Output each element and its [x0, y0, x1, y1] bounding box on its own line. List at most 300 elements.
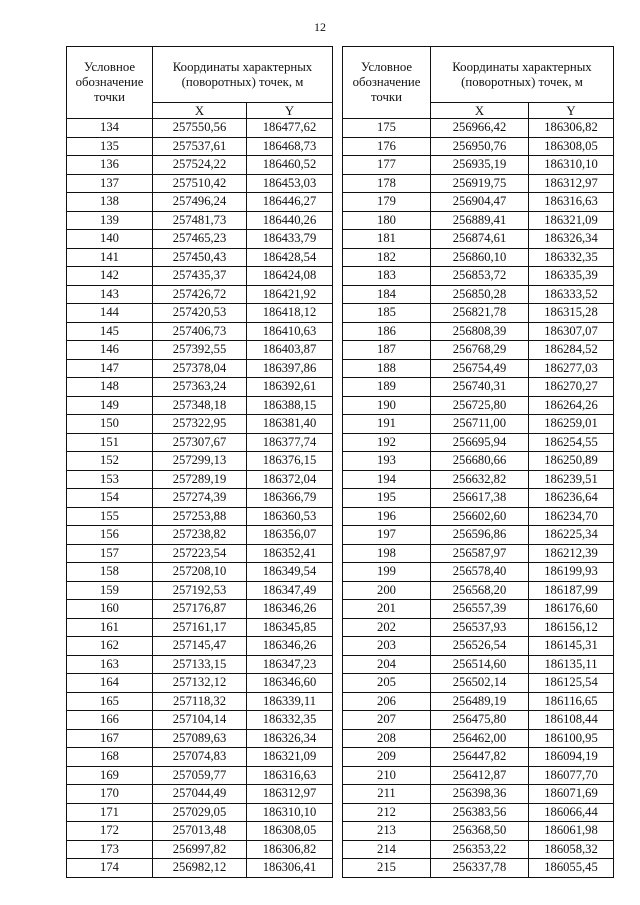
y-coordinate-cell: 186356,07 [247, 526, 333, 545]
page-number: 12 [314, 20, 326, 34]
x-coordinate-cell: 256578,40 [431, 563, 529, 582]
point-number-cell: 166 [67, 711, 153, 730]
x-coordinate-cell: 256596,86 [431, 526, 529, 545]
y-coordinate-cell: 186307,07 [529, 322, 614, 341]
x-coordinate-cell: 257013,48 [153, 822, 247, 841]
coordinates-table-left [66, 46, 333, 878]
y-coordinate-cell: 186108,44 [529, 711, 614, 730]
y-coordinate-cell: 186346,60 [247, 674, 333, 693]
x-coordinate-cell: 256935,19 [431, 156, 529, 175]
y-coordinate-cell: 186077,70 [529, 766, 614, 785]
x-coordinate-cell: 256680,66 [431, 452, 529, 471]
point-number-cell: 136 [67, 156, 153, 175]
table-row [343, 729, 614, 748]
x-coordinate-cell: 257145,47 [153, 637, 247, 656]
y-coordinate-cell: 186335,39 [529, 267, 614, 286]
point-number-cell: 168 [67, 748, 153, 767]
y-coordinate-cell: 186225,34 [529, 526, 614, 545]
x-coordinate-cell: 257348,18 [153, 396, 247, 415]
point-number-cell: 163 [67, 655, 153, 674]
table-row [343, 674, 614, 693]
y-coordinate-cell: 186433,79 [247, 230, 333, 249]
table-row [67, 378, 333, 397]
x-coordinate-cell: 257176,87 [153, 600, 247, 619]
point-number-cell: 205 [343, 674, 431, 693]
y-coordinate-cell: 186212,39 [529, 544, 614, 563]
y-coordinate-cell: 186346,26 [247, 637, 333, 656]
table-row [343, 137, 614, 156]
table-row [67, 489, 333, 508]
x-coordinate-cell: 257289,19 [153, 470, 247, 489]
y-coordinate-cell: 186468,73 [247, 137, 333, 156]
table-row [67, 415, 333, 434]
x-coordinate-cell: 257059,77 [153, 766, 247, 785]
point-number-cell: 206 [343, 692, 431, 711]
table-row [67, 803, 333, 822]
point-number-cell: 167 [67, 729, 153, 748]
point-number-cell: 209 [343, 748, 431, 767]
table-row [343, 859, 614, 878]
table-row [67, 396, 333, 415]
point-number-cell: 177 [343, 156, 431, 175]
table-row [343, 544, 614, 563]
table-row [343, 304, 614, 323]
table-row [343, 230, 614, 249]
point-number-cell: 159 [67, 581, 153, 600]
table-row [343, 193, 614, 212]
y-coordinate-cell: 186284,52 [529, 341, 614, 360]
y-coordinate-cell: 186440,26 [247, 211, 333, 230]
x-coordinate-cell: 256617,38 [431, 489, 529, 508]
point-number-cell: 150 [67, 415, 153, 434]
table-row [343, 322, 614, 341]
y-coordinate-cell: 186316,63 [247, 766, 333, 785]
x-coordinate-cell: 257044,49 [153, 785, 247, 804]
table-row [343, 637, 614, 656]
point-number-cell: 181 [343, 230, 431, 249]
table-row [343, 563, 614, 582]
table-row [343, 822, 614, 841]
point-number-cell: 170 [67, 785, 153, 804]
y-coordinate-cell: 186071,69 [529, 785, 614, 804]
table-row [343, 840, 614, 859]
x-coordinate-cell: 256997,82 [153, 840, 247, 859]
x-coordinate-cell: 257029,05 [153, 803, 247, 822]
x-coordinate-cell: 257524,22 [153, 156, 247, 175]
point-number-cell: 183 [343, 267, 431, 286]
point-number-cell: 199 [343, 563, 431, 582]
y-coordinate-cell: 186306,82 [529, 119, 614, 138]
point-number-cell: 187 [343, 341, 431, 360]
point-number-cell: 191 [343, 415, 431, 434]
table-row [67, 211, 333, 230]
table-row [67, 674, 333, 693]
x-coordinate-cell: 256711,00 [431, 415, 529, 434]
y-coordinate-cell: 186403,87 [247, 341, 333, 360]
table-row [343, 692, 614, 711]
table-row [343, 248, 614, 267]
x-coordinate-cell: 256537,93 [431, 618, 529, 637]
x-coordinate-cell: 257406,73 [153, 322, 247, 341]
point-number-cell: 164 [67, 674, 153, 693]
table-row [343, 600, 614, 619]
point-number-cell: 149 [67, 396, 153, 415]
y-coordinate-cell: 186326,34 [529, 230, 614, 249]
y-coordinate-cell: 186410,63 [247, 322, 333, 341]
point-number-cell: 146 [67, 341, 153, 360]
y-column-header: Y [529, 103, 614, 119]
table-row [67, 470, 333, 489]
y-coordinate-cell: 186125,54 [529, 674, 614, 693]
table-row [343, 581, 614, 600]
x-coordinate-cell: 256602,60 [431, 507, 529, 526]
table-row [67, 174, 333, 193]
y-coordinate-cell: 186094,19 [529, 748, 614, 767]
x-coordinate-cell: 257550,56 [153, 119, 247, 138]
y-coordinate-cell: 186306,82 [247, 840, 333, 859]
y-coordinate-cell: 186377,74 [247, 433, 333, 452]
point-number-cell: 155 [67, 507, 153, 526]
table-row [67, 748, 333, 767]
table-row [343, 341, 614, 360]
table-row [343, 507, 614, 526]
table-row [67, 267, 333, 286]
point-number-cell: 180 [343, 211, 431, 230]
y-coordinate-cell: 186453,03 [247, 174, 333, 193]
point-number-cell: 190 [343, 396, 431, 415]
x-column-header: X [431, 103, 529, 119]
table-row [343, 711, 614, 730]
table-row [343, 211, 614, 230]
table-row [67, 692, 333, 711]
y-coordinate-cell: 186332,35 [529, 248, 614, 267]
point-number-cell: 172 [67, 822, 153, 841]
x-coordinate-cell: 257420,53 [153, 304, 247, 323]
x-coordinate-cell: 256475,80 [431, 711, 529, 730]
y-coordinate-cell: 186376,15 [247, 452, 333, 471]
point-number-cell: 156 [67, 526, 153, 545]
y-coordinate-cell: 186372,04 [247, 470, 333, 489]
x-coordinate-cell: 257118,32 [153, 692, 247, 711]
table-row [67, 618, 333, 637]
x-coordinate-cell: 257307,67 [153, 433, 247, 452]
x-coordinate-cell: 256754,49 [431, 359, 529, 378]
point-number-cell: 208 [343, 729, 431, 748]
point-number-cell: 189 [343, 378, 431, 397]
y-coordinate-cell: 186428,54 [247, 248, 333, 267]
y-coordinate-cell: 186264,26 [529, 396, 614, 415]
x-coordinate-cell: 256337,78 [431, 859, 529, 878]
y-coordinate-cell: 186321,09 [247, 748, 333, 767]
y-coordinate-cell: 186333,52 [529, 285, 614, 304]
table-row [67, 230, 333, 249]
point-number-cell: 151 [67, 433, 153, 452]
point-label-header: Условное обозначение точки [343, 47, 431, 119]
x-coordinate-cell: 256874,61 [431, 230, 529, 249]
x-coordinate-cell: 256557,39 [431, 600, 529, 619]
table-row [343, 285, 614, 304]
point-number-cell: 207 [343, 711, 431, 730]
y-coordinate-cell: 186345,85 [247, 618, 333, 637]
point-number-cell: 196 [343, 507, 431, 526]
point-number-cell: 143 [67, 285, 153, 304]
point-number-cell: 211 [343, 785, 431, 804]
x-coordinate-cell: 257496,24 [153, 193, 247, 212]
table-row [67, 655, 333, 674]
point-number-cell: 162 [67, 637, 153, 656]
x-coordinate-cell: 257363,24 [153, 378, 247, 397]
coordinates-header: Координаты характерных (поворотных) точек, м [153, 47, 333, 103]
x-coordinate-cell: 257299,13 [153, 452, 247, 471]
table-row [67, 766, 333, 785]
table-row [67, 526, 333, 545]
table-row [67, 156, 333, 175]
x-coordinate-cell: 257322,95 [153, 415, 247, 434]
x-coordinate-cell: 256695,94 [431, 433, 529, 452]
table-row [343, 174, 614, 193]
table-row [343, 766, 614, 785]
y-coordinate-cell: 186326,34 [247, 729, 333, 748]
y-coordinate-cell: 186316,63 [529, 193, 614, 212]
point-number-cell: 169 [67, 766, 153, 785]
x-coordinate-cell: 256447,82 [431, 748, 529, 767]
x-coordinate-cell: 256904,47 [431, 193, 529, 212]
point-number-cell: 173 [67, 840, 153, 859]
x-coordinate-cell: 256526,54 [431, 637, 529, 656]
x-coordinate-cell: 256950,76 [431, 137, 529, 156]
y-coordinate-cell: 186477,62 [247, 119, 333, 138]
table-row [67, 248, 333, 267]
y-coordinate-cell: 186421,92 [247, 285, 333, 304]
table-row [67, 544, 333, 563]
y-coordinate-cell: 186310,10 [247, 803, 333, 822]
y-coordinate-cell: 186381,40 [247, 415, 333, 434]
table-row [67, 137, 333, 156]
point-number-cell: 198 [343, 544, 431, 563]
table-row [343, 655, 614, 674]
point-number-cell: 188 [343, 359, 431, 378]
table-row [343, 748, 614, 767]
point-number-cell: 214 [343, 840, 431, 859]
y-coordinate-cell: 186321,09 [529, 211, 614, 230]
table-row [343, 396, 614, 415]
point-number-cell: 197 [343, 526, 431, 545]
point-number-cell: 158 [67, 563, 153, 582]
y-coordinate-cell: 186352,41 [247, 544, 333, 563]
y-coordinate-cell: 186310,10 [529, 156, 614, 175]
point-number-cell: 179 [343, 193, 431, 212]
coordinates-table-right [342, 46, 614, 878]
x-coordinate-cell: 256768,29 [431, 341, 529, 360]
x-coordinate-cell: 257392,55 [153, 341, 247, 360]
x-coordinate-cell: 257104,14 [153, 711, 247, 730]
point-number-cell: 160 [67, 600, 153, 619]
table-row [67, 785, 333, 804]
point-number-cell: 152 [67, 452, 153, 471]
y-coordinate-cell: 186187,99 [529, 581, 614, 600]
point-number-cell: 201 [343, 600, 431, 619]
y-coordinate-cell: 186360,53 [247, 507, 333, 526]
y-coordinate-cell: 186332,35 [247, 711, 333, 730]
x-coordinate-cell: 256850,28 [431, 285, 529, 304]
x-coordinate-cell: 256383,56 [431, 803, 529, 822]
y-coordinate-cell: 186460,52 [247, 156, 333, 175]
x-coordinate-cell: 257537,61 [153, 137, 247, 156]
y-coordinate-cell: 186424,08 [247, 267, 333, 286]
x-coordinate-cell: 256568,20 [431, 581, 529, 600]
y-coordinate-cell: 186392,61 [247, 378, 333, 397]
y-coordinate-cell: 186418,12 [247, 304, 333, 323]
x-coordinate-cell: 256808,39 [431, 322, 529, 341]
y-coordinate-cell: 186116,65 [529, 692, 614, 711]
point-number-cell: 195 [343, 489, 431, 508]
point-number-cell: 171 [67, 803, 153, 822]
y-coordinate-cell: 186199,93 [529, 563, 614, 582]
y-coordinate-cell: 186308,05 [247, 822, 333, 841]
table-row [343, 119, 614, 138]
y-coordinate-cell: 186250,89 [529, 452, 614, 471]
point-number-cell: 184 [343, 285, 431, 304]
y-coordinate-cell: 186397,86 [247, 359, 333, 378]
y-coordinate-cell: 186446,27 [247, 193, 333, 212]
x-coordinate-cell: 256966,42 [431, 119, 529, 138]
point-number-cell: 141 [67, 248, 153, 267]
y-coordinate-cell: 186156,12 [529, 618, 614, 637]
point-number-cell: 165 [67, 692, 153, 711]
y-coordinate-cell: 186339,11 [247, 692, 333, 711]
y-coordinate-cell: 186270,27 [529, 378, 614, 397]
x-coordinate-cell: 256889,41 [431, 211, 529, 230]
point-number-cell: 186 [343, 322, 431, 341]
y-coordinate-cell: 186234,70 [529, 507, 614, 526]
point-number-cell: 185 [343, 304, 431, 323]
y-column-header: Y [247, 103, 333, 119]
point-number-cell: 138 [67, 193, 153, 212]
x-column-header: X [153, 103, 247, 119]
point-number-cell: 175 [343, 119, 431, 138]
x-coordinate-cell: 257223,54 [153, 544, 247, 563]
x-coordinate-cell: 257426,72 [153, 285, 247, 304]
table-row [67, 859, 333, 878]
table-row [67, 600, 333, 619]
table-row [343, 452, 614, 471]
point-number-cell: 147 [67, 359, 153, 378]
point-number-cell: 174 [67, 859, 153, 878]
table-row [67, 341, 333, 360]
y-coordinate-cell: 186366,79 [247, 489, 333, 508]
table-row [67, 840, 333, 859]
x-coordinate-cell: 257192,53 [153, 581, 247, 600]
point-number-cell: 144 [67, 304, 153, 323]
point-number-cell: 140 [67, 230, 153, 249]
y-coordinate-cell: 186066,44 [529, 803, 614, 822]
point-number-cell: 200 [343, 581, 431, 600]
point-number-cell: 202 [343, 618, 431, 637]
y-coordinate-cell: 186259,01 [529, 415, 614, 434]
y-coordinate-cell: 186277,03 [529, 359, 614, 378]
table-row [343, 378, 614, 397]
table-row [67, 304, 333, 323]
y-coordinate-cell: 186347,49 [247, 581, 333, 600]
x-coordinate-cell: 257208,10 [153, 563, 247, 582]
table-row [67, 452, 333, 471]
table-row [343, 415, 614, 434]
x-coordinate-cell: 256853,72 [431, 267, 529, 286]
x-coordinate-cell: 257132,12 [153, 674, 247, 693]
x-coordinate-cell: 257074,83 [153, 748, 247, 767]
x-coordinate-cell: 256587,97 [431, 544, 529, 563]
point-number-cell: 203 [343, 637, 431, 656]
y-coordinate-cell: 186100,95 [529, 729, 614, 748]
point-number-cell: 161 [67, 618, 153, 637]
table-row [67, 581, 333, 600]
x-coordinate-cell: 256462,00 [431, 729, 529, 748]
table-row [67, 507, 333, 526]
x-coordinate-cell: 257378,04 [153, 359, 247, 378]
y-coordinate-cell: 186061,98 [529, 822, 614, 841]
x-coordinate-cell: 256740,31 [431, 378, 529, 397]
table-row [343, 785, 614, 804]
x-coordinate-cell: 256353,22 [431, 840, 529, 859]
x-coordinate-cell: 257133,15 [153, 655, 247, 674]
y-coordinate-cell: 186308,05 [529, 137, 614, 156]
x-coordinate-cell: 256919,75 [431, 174, 529, 193]
point-number-cell: 154 [67, 489, 153, 508]
x-coordinate-cell: 256632,82 [431, 470, 529, 489]
table-row [67, 729, 333, 748]
point-number-cell: 215 [343, 859, 431, 878]
y-coordinate-cell: 186312,97 [529, 174, 614, 193]
x-coordinate-cell: 256725,80 [431, 396, 529, 415]
table-row [67, 563, 333, 582]
table-row [67, 119, 333, 138]
y-coordinate-cell: 186254,55 [529, 433, 614, 452]
table-row [67, 359, 333, 378]
point-number-cell: 176 [343, 137, 431, 156]
y-coordinate-cell: 186176,60 [529, 600, 614, 619]
y-coordinate-cell: 186349,54 [247, 563, 333, 582]
table-row [343, 618, 614, 637]
point-number-cell: 210 [343, 766, 431, 785]
x-coordinate-cell: 257089,63 [153, 729, 247, 748]
point-number-cell: 178 [343, 174, 431, 193]
coordinates-header: Координаты характерных (поворотных) точек, м [431, 47, 614, 103]
x-coordinate-cell: 256412,87 [431, 766, 529, 785]
y-coordinate-cell: 186239,51 [529, 470, 614, 489]
x-coordinate-cell: 256514,60 [431, 655, 529, 674]
table-row [67, 322, 333, 341]
x-coordinate-cell: 257450,43 [153, 248, 247, 267]
y-coordinate-cell: 186315,28 [529, 304, 614, 323]
x-coordinate-cell: 256502,14 [431, 674, 529, 693]
point-number-cell: 157 [67, 544, 153, 563]
point-number-cell: 153 [67, 470, 153, 489]
point-number-cell: 142 [67, 267, 153, 286]
point-number-cell: 212 [343, 803, 431, 822]
y-coordinate-cell: 186055,45 [529, 859, 614, 878]
point-number-cell: 134 [67, 119, 153, 138]
x-coordinate-cell: 257253,88 [153, 507, 247, 526]
x-coordinate-cell: 256398,36 [431, 785, 529, 804]
table-row [343, 156, 614, 175]
y-coordinate-cell: 186306,41 [247, 859, 333, 878]
table-row [67, 822, 333, 841]
point-number-cell: 145 [67, 322, 153, 341]
x-coordinate-cell: 257465,23 [153, 230, 247, 249]
table-row [343, 267, 614, 286]
x-coordinate-cell: 256982,12 [153, 859, 247, 878]
y-coordinate-cell: 186236,64 [529, 489, 614, 508]
